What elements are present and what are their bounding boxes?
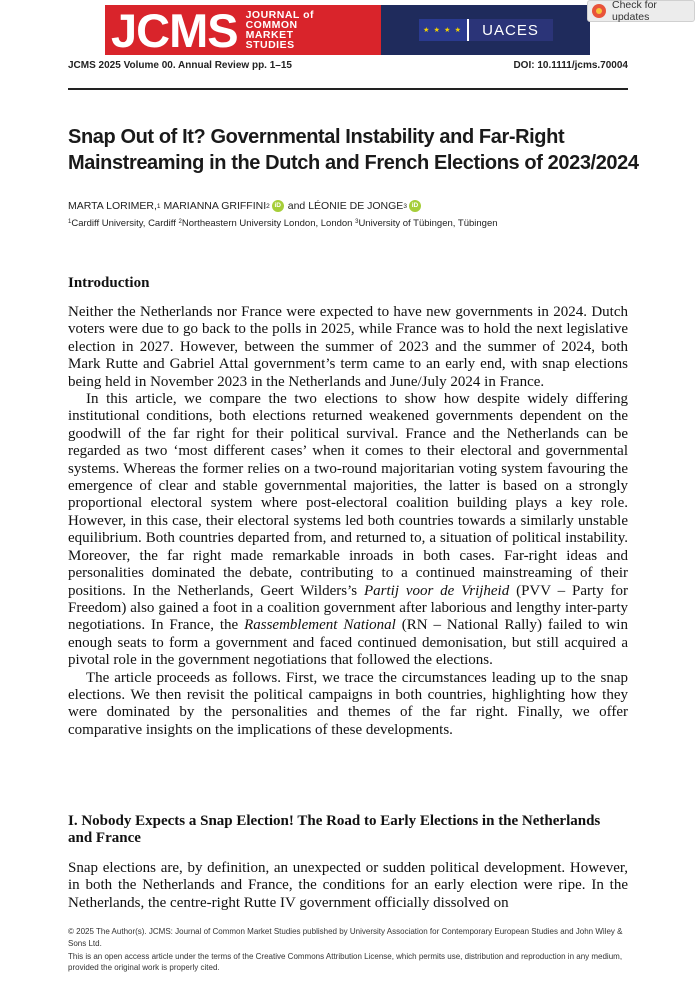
intro-p2-part-b: (PVV – Party for Freedom) also gained a foot in a coalition government after laborious and lengthy inter-party negotiations. In France, the xyxy=(68,582,629,634)
section-heading-1: I. Nobody Expects a Snap Election! The Road to Early Elections in the Netherlands and France xyxy=(68,813,601,847)
journal-line-4: STUDIES xyxy=(245,39,295,51)
title-line-2: Mainstreaming in the Dutch and French Elections of 2023/2024 xyxy=(68,152,639,174)
orcid-icon[interactable]: iD xyxy=(272,200,284,212)
intro-paragraph-3: The article proceeds as follows. First, we trace the circumstances leading up to the snap elections. We then revisit the political campaigns in both countries, highlighting how they were dominated by the personalities and themes of the far right. Finally, we offer comparative insights on the implications of these developments. xyxy=(68,669,628,738)
check-for-updates-label: Check for updates xyxy=(612,0,657,23)
section-1-paragraph-1: Snap elections are, by definition, an unexpected or sudden political development. However, in both the Netherlands and France, the conditions for an early election were ripe. In the Netherlands, the centre-right Rutte IV government officially dissolved on xyxy=(68,860,628,911)
author-2-affil: 2 xyxy=(266,202,270,210)
affil-3-number: 3 xyxy=(355,219,359,225)
author-lorimer: MARTA LORIMER, xyxy=(68,200,157,212)
title-line-1: Snap Out of It? Governmental Instability and Far-Right xyxy=(68,126,565,148)
article-title xyxy=(68,124,643,176)
crossmark-icon xyxy=(592,4,606,18)
journal-line-2: COMMON xyxy=(245,19,298,31)
uaces-logo xyxy=(419,19,553,41)
affil-3: University of Tübingen, Tübingen xyxy=(358,218,498,229)
doi-link[interactable]: DOI: 10.1111/jcms.70004 xyxy=(513,60,628,71)
affil-2-number: 2 xyxy=(178,219,182,225)
section-1-body xyxy=(68,860,628,912)
journal-banner xyxy=(105,5,590,55)
affil-1: Cardiff University, Cardiff xyxy=(71,218,176,229)
journal-name xyxy=(246,10,314,50)
intro-paragraph-2 xyxy=(68,391,628,670)
running-head xyxy=(68,60,628,74)
citation-line: JCMS 2025 Volume 00. Annual Review pp. 1–15 xyxy=(68,60,292,71)
author-de-jonge: LÉONIE DE JONGE xyxy=(308,200,404,212)
journal-line-1: JOURNAL of xyxy=(245,9,314,21)
jcms-logo-block xyxy=(105,5,381,55)
jcms-logo: JCMS xyxy=(111,3,238,57)
party-name-pvv: Partij voor de Vrijheid xyxy=(363,582,510,599)
author-list xyxy=(68,200,628,212)
intro-paragraph-1: Neither the Netherlands nor France were expected to have new governments in 2024. Dutch voters were due to go back to the polls in 2025, while France was to hold the next legislative election in 2027. However, between the summer of 2023 and the summer of 2024, both Mark Rutte and Gabriel Attal government’s term came to an early end, with snap elections being held in November 2023 in the Netherlands and June/July 2024 in France. xyxy=(68,304,628,390)
eu-flag-icon: ★ ★ ★ ★ xyxy=(419,19,467,41)
affil-1-number: 1 xyxy=(68,219,72,225)
affiliations xyxy=(68,218,628,229)
section-heading-introduction: Introduction xyxy=(68,275,150,291)
party-name-rn: Rassemblement National xyxy=(244,617,396,634)
author-1-affil: 1 xyxy=(156,202,161,210)
author-conjunction: and xyxy=(287,200,306,212)
orcid-icon[interactable]: iD xyxy=(409,200,421,212)
author-3-affil: 3 xyxy=(403,202,407,210)
copyright-notice: © 2025 The Author(s). JCMS: Journal of Common Market Studies published by University Association for Contemporary European Studies and John Wiley & Sons Ltd. xyxy=(68,927,623,948)
uaces-text: UACES xyxy=(467,19,553,41)
page-footer xyxy=(68,926,628,975)
intro-p2-part-a: In this article, we compare the two elections to show how despite widely differing institutional conditions, both elections returned weakened governments dependent on the goodwill of the far right for their political survival. France and the Netherlands can be regarded as two ‘most different cases’ when it comes to their electoral and governmental systems. Whereas the former relies on a two-round majoritarian voting system favouring the emergence of clear and stable governmental majorities, the latter is based on a strongly proportional electoral system where post-electoral coalition building plays a key role. However, in this case, their electoral systems led both countries towards a similarly unstable equilibrium. Both countries departed from, and returned to, a situation of political instability. Moreover, the far right made remarkable inroads in both cases. Far-right ideas and personalities dominated the debate, contributing to a continued mainstreaming of their positions. In the Netherlands, Geert Wilders’s xyxy=(68,391,628,599)
society-logo-block xyxy=(381,5,590,55)
journal-line-3: MARKET xyxy=(245,29,294,41)
author-griffini: MARIANNA GRIFFINI xyxy=(163,200,267,212)
affil-2: Northeastern University London, London xyxy=(181,218,353,229)
header-rule xyxy=(68,88,628,90)
introduction-body xyxy=(68,304,628,739)
license-notice: This is an open access article under the terms of the Creative Commons Attribution License, which permits use, distribution and reproduction in any medium, provided the original work is properly cited. xyxy=(68,951,623,972)
check-for-updates-button[interactable] xyxy=(587,0,695,22)
intro-p2-part-c: (RN – National Rally) failed to win enough seats to form a government and faced continued demonisation, but still acquired a pivotal role in the government negotiations that followed the elections. xyxy=(68,617,628,669)
